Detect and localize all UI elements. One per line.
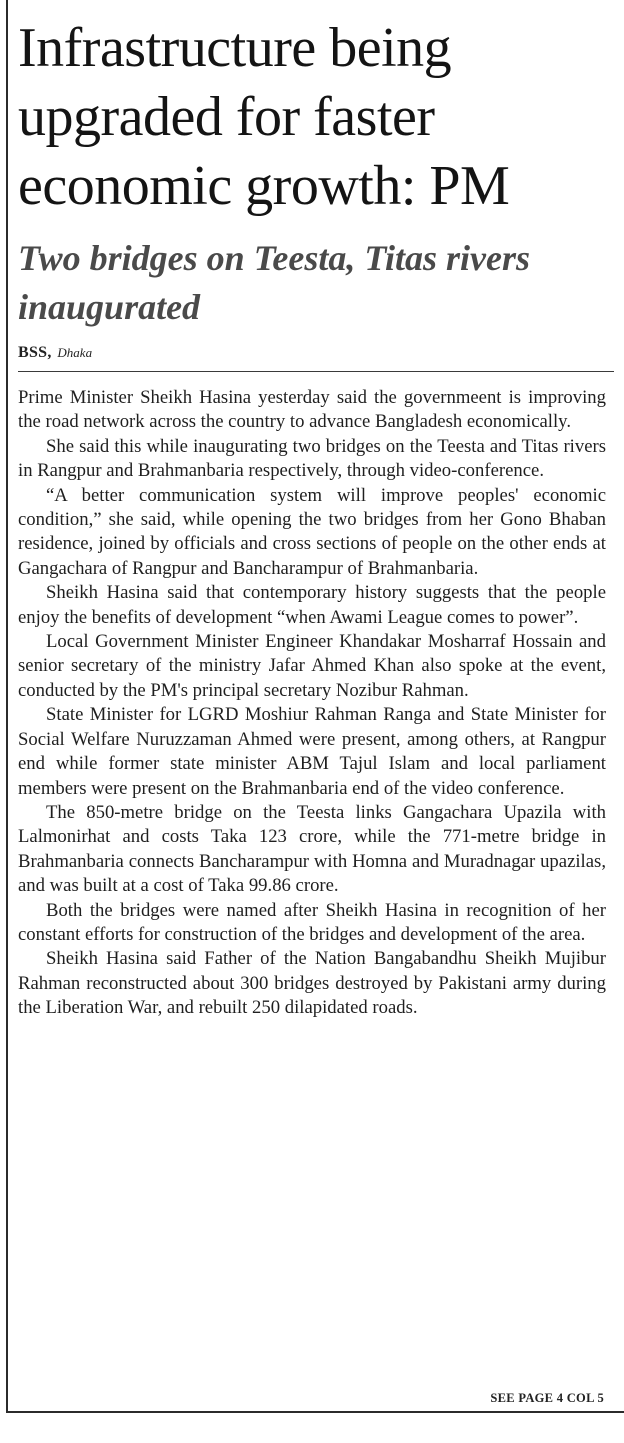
paragraph: State Minister for LGRD Moshiur Rahman Ranga and State Minister for Social Welfare Nuruzzaman Ahmed were present, among others, at Rangpur end while former state minister ABM Tajul Islam and local parliament members were present on the Brahmanbaria end of the video conference. [18, 704, 606, 799]
continued-jump-line: SEE PAGE 4 COL 5 [490, 1391, 604, 1405]
paragraph: Both the bridges were named after Sheikh Hasina in recognition of her constant efforts for construction of the bridges and development of the area. [18, 899, 606, 945]
byline-agency: BSS, [18, 344, 52, 361]
left-column-rule [6, 0, 8, 1412]
byline-place: Dhaka [57, 345, 93, 360]
paragraph: “A better communication system will improve peoples' economic condition,” she said, while opening the two bridges from her Gono Bhaban residence, joined by officials and cross sections of people on the other ends at Gangachara of Rangpur and Bancharampur of Brahmanbaria. [18, 484, 606, 579]
bottom-rule [6, 1411, 624, 1413]
subheadline: Two bridges on Teesta, Titas rivers inaugurated [18, 238, 530, 327]
paragraph: Sheikh Hasina said that contemporary history suggests that the people enjoy the benefits of development “when Awami League comes to power”. [18, 582, 606, 628]
article-body [18, 386, 606, 1021]
paragraph: The 850-metre bridge on the Teesta links Gangachara Upazila with Lalmonirhat and costs Taka 123 crore, while the 771-metre bridge in Brahmanbaria connects Bancharampur with Homna and Muradnagar upazilas, and was built at a cost of Taka 99.86 crore. [18, 801, 606, 897]
byline-divider [18, 371, 614, 372]
paragraph: She said this while inaugurating two bridges on the Teesta and Titas rivers in Rangpur and Brahmanbaria respectively, through video-conference. [18, 435, 606, 482]
paragraph: Local Government Minister Engineer Khandakar Mosharraf Hossain and senior secretary of the ministry Jafar Ahmed Khan also spoke at the event, conducted by the PM's principal secretary Nozibur Rahman. [18, 631, 606, 701]
byline [18, 344, 92, 362]
paragraph: Sheikh Hasina said Father of the Nation Bangabandhu Sheikh Mujibur Rahman reconstructed about 300 bridges destroyed by Pakistani army during the Liberation War, and rebuilt 250 dilapidated roads. [18, 948, 606, 1019]
headline: Infrastructure being upgraded for faster economic growth: PM [18, 17, 510, 217]
paragraph: Prime Minister Sheikh Hasina yesterday said the governmeent is improving the road network across the country to advance Bangladesh economically. [18, 387, 606, 433]
